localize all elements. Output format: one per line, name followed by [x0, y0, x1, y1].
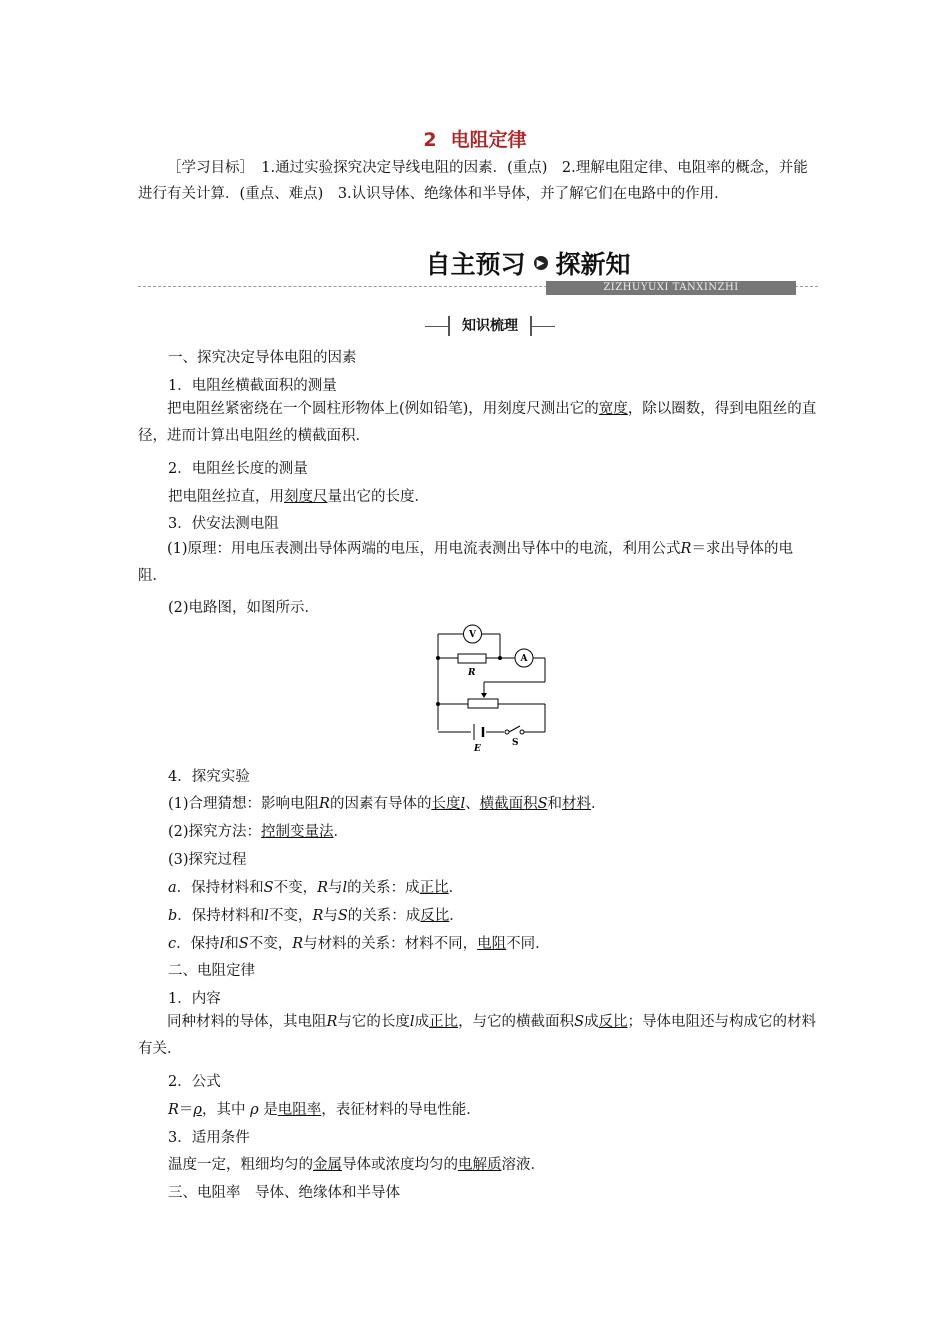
switch-label: S [512, 738, 519, 748]
item-2-text: 把电阻丝拉直，用刻度尺量出它的长度． [168, 489, 429, 505]
learning-objectives: ［学习目标］ 1.通过实验探究决定导线电阻的因素．(重点) 2.理解电阻定律、电阻率的概念，并能进行有关计算．(重点、难点) 3.认识导体、绝缘体和半导体，并了解它们在电路中的作用． [138, 160, 808, 202]
process-b: b．保持材料和l不变，R与S的关系：成反比． [168, 908, 464, 924]
method: (2)探究方法：控制变量法． [168, 824, 349, 840]
content-title: 1．内容 [168, 991, 221, 1007]
circuit-diagram [428, 622, 553, 752]
formula-text: R＝ρ，其中 ρ 是电阻率，表征材料的导电性能． [168, 1102, 481, 1118]
voltmeter-label: V [469, 630, 476, 640]
section-tag: 知识梳理 [425, 316, 555, 336]
banner-title: 自主预习 ▶ 探新知 [410, 248, 646, 278]
item-4-title: 4．探究实验 [168, 769, 250, 785]
resistor-icon [458, 654, 486, 663]
item-1-title: 1．电阻丝横截面积的测量 [168, 378, 337, 394]
condition-text: 温度一定，粗细均匀的金属导体或浓度均匀的电解质溶液． [168, 1157, 545, 1173]
ammeter-label: A [520, 654, 528, 664]
condition-title: 3．适用条件 [168, 1130, 250, 1146]
resistor-label: R [468, 668, 476, 678]
item-3-circuit-note: (2)电路图，如图所示． [168, 600, 320, 616]
arrow-icon: ▶ [534, 256, 548, 270]
banner-subtitle: ZIZHUYUXI TANXINZHI [546, 281, 796, 295]
content-text: 同种材料的导体，其电阻R与它的长度l成正比，与它的横截面积S成反比；导体电阻还与构成它的材料有关． [138, 1014, 816, 1057]
heading-1: 一、探究决定导体电阻的因素 [168, 350, 357, 366]
slider-arrow-icon [481, 693, 487, 698]
formula-title: 2．公式 [168, 1074, 221, 1090]
rheostat-icon [468, 699, 498, 708]
source-label: E [474, 744, 481, 752]
page-title: 2 电阻定律 [423, 129, 527, 151]
hypothesis: (1)合理猜想：影响电阻R的因素有导体的长度l、横截面积S和材料． [168, 796, 606, 812]
item-3-principle: (1)原理：用电压表测出导体两端的电压，用电流表测出导体中的电流，利用公式R＝求出导体的电阻． [138, 541, 793, 584]
process-c: c．保持l和S不变，R与材料的关系：材料不同，电阻不同． [168, 936, 550, 952]
heading-3: 三、电阻率 导体、绝缘体和半导体 [168, 1185, 400, 1201]
item-1-text: 把电阻丝紧密绕在一个圆柱形物体上(例如铅笔)，用刻度尺测出它的宽度，除以圈数，得到电阻丝的直径，进而计算出电阻丝的横截面积． [138, 401, 817, 444]
process-a: a．保持材料和S不变，R与l的关系：成正比． [168, 880, 464, 896]
heading-2: 二、电阻定律 [168, 963, 255, 979]
item-3-title: 3．伏安法测电阻 [168, 516, 279, 532]
item-2-title: 2．电阻丝长度的测量 [168, 461, 308, 477]
process-title: (3)探究过程 [168, 852, 247, 868]
section-banner [138, 248, 818, 296]
